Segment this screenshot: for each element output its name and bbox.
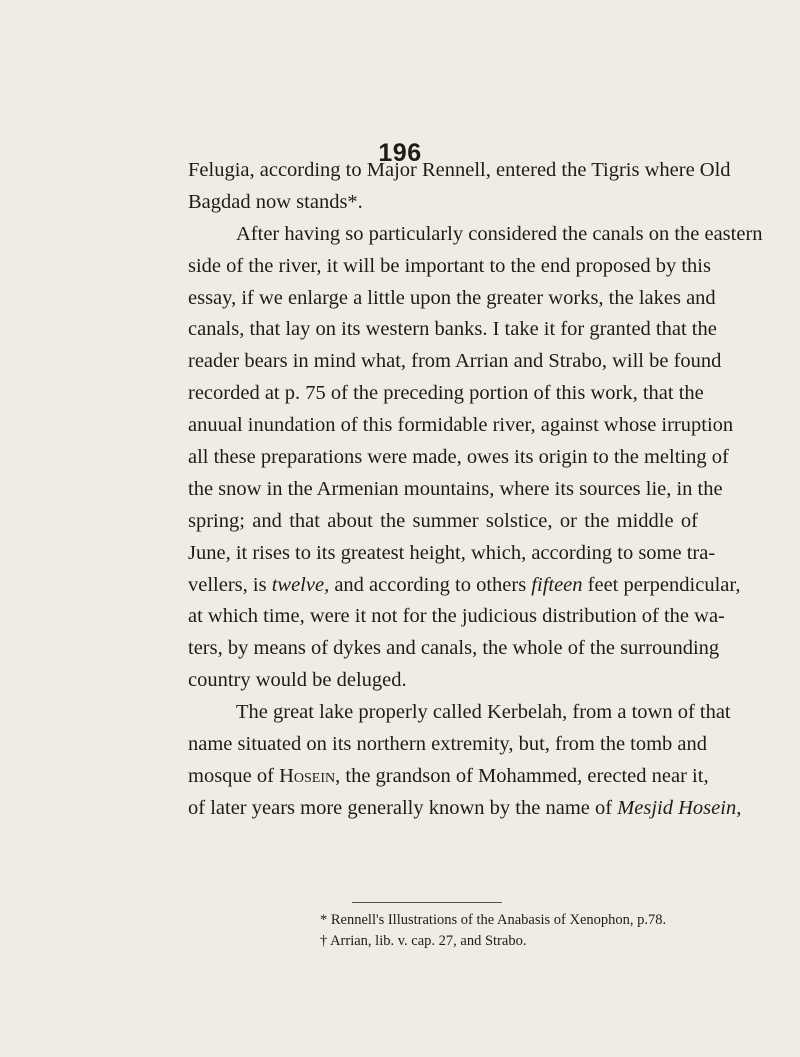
text-line: essay, if we enlarge a little upon the greater works, the lakes and xyxy=(188,286,716,309)
text-line: canals, that lay on its western banks. I take it for granted that the xyxy=(188,318,717,341)
text-run: mosque of xyxy=(188,764,280,787)
text-line: Bagdad now stands*. xyxy=(188,190,363,213)
footnote-divider xyxy=(352,902,502,903)
text-line: anuual inundation of this formidable river, against whose irruption xyxy=(188,414,734,437)
page-number: 196 xyxy=(378,139,422,167)
body-text xyxy=(188,155,763,825)
text-run: vellers, is xyxy=(188,573,272,596)
text-line: ters, by means of dykes and canals, the whole of the surrounding xyxy=(188,637,720,660)
text-line: spring; and that about the summer solstice, or the middle of xyxy=(188,509,698,532)
text-run: and according to others xyxy=(329,573,532,596)
italic-twelve: twelve, xyxy=(271,573,330,596)
smallcaps-hosein: Hosein, xyxy=(279,764,341,787)
text-line-mixed xyxy=(188,793,742,825)
text-run: the grandson of Mohammed, erected near it, xyxy=(340,764,709,787)
text-line: After having so particularly considered the canals on the eastern xyxy=(236,222,763,245)
footnote-rennell: * Rennell's Illustrations of the Anabasis of Xenophon, p.78. xyxy=(320,912,667,928)
italic-fifteen: fifteen xyxy=(531,573,583,596)
text-line: June, it rises to its greatest height, which, according to some tra- xyxy=(188,541,716,564)
footnote-arrian: † Arrian, lib. v. cap. 27, and Strabo. xyxy=(320,933,527,949)
footnotes xyxy=(320,910,740,952)
text-line: all these preparations were made, owes its origin to the melting of xyxy=(188,446,729,469)
italic-mesjid-hosein: Mesjid Hosein, xyxy=(617,796,742,819)
text-line: side of the river, it will be important to the end proposed by this xyxy=(188,254,711,277)
text-run: feet perpendicular, xyxy=(582,573,741,596)
text-line: the snow in the Armenian mountains, where its sources lie, in the xyxy=(188,477,723,500)
text-line: name situated on its northern extremity, but, from the tomb and xyxy=(188,733,708,756)
text-line: Felugia, according to Major Rennell, entered the Tigris where Old xyxy=(188,159,731,181)
text-line: country would be deluged. xyxy=(188,669,407,692)
text-line-mixed xyxy=(188,570,741,602)
text-line-mixed xyxy=(188,761,709,793)
text-line: at which time, were it not for the judicious distribution of the wa- xyxy=(188,605,725,628)
text-line: reader bears in mind what, from Arrian and Strabo, will be found xyxy=(188,350,722,373)
text-line: recorded at p. 75 of the preceding portion of this work, that the xyxy=(188,382,704,405)
text-line: The great lake properly called Kerbelah, from a town of that xyxy=(236,701,731,724)
text-run: of later years more generally known by the name of xyxy=(188,796,618,819)
